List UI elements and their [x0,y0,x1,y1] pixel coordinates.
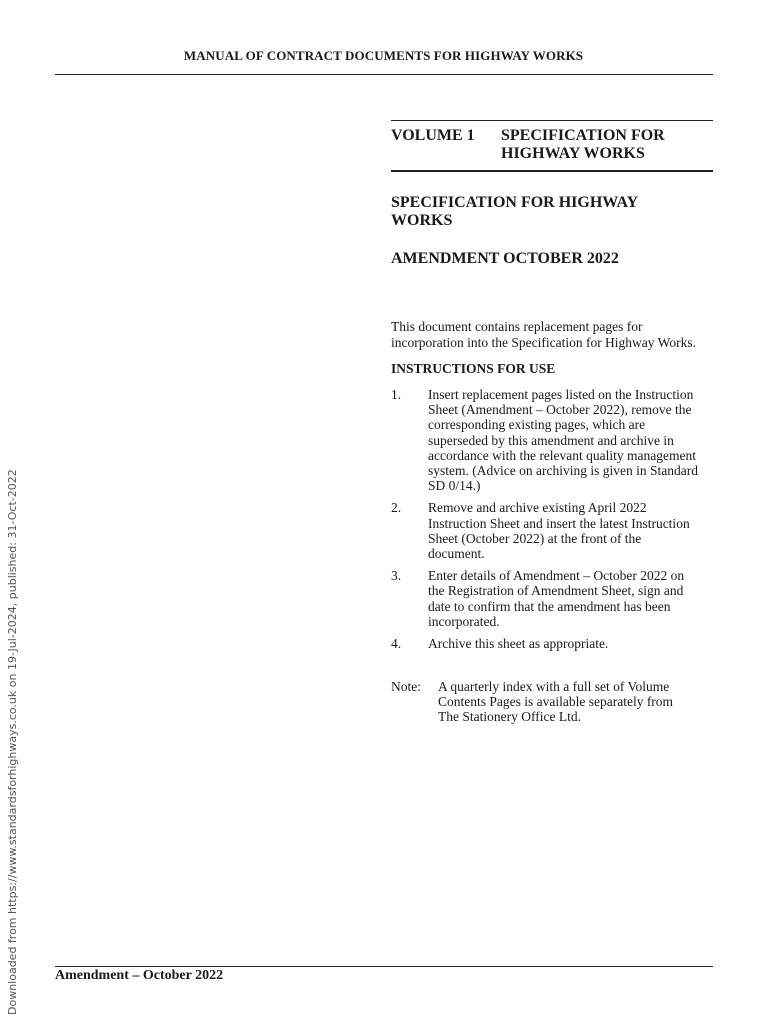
instruction-number: 1. [391,387,402,402]
note-line: The Stationery Office Ltd. [438,709,581,725]
note-block [391,679,713,725]
note-line: A quarterly index with a full set of Volume [438,679,670,694]
volume-rule-bottom [391,170,713,172]
volume-title [501,127,713,163]
instruction-line: Remove and archive existing April 2022 [428,500,647,516]
instruction-line: document. [428,546,485,562]
document-title [391,194,713,230]
instruction-line: the Registration of Amendment Sheet, sign and [428,583,684,599]
instruction-line: incorporated. [428,613,500,629]
instruction-line: Instruction Sheet and insert the latest Instruction [428,515,690,531]
instruction-line: Sheet (October 2022) at the front of the [428,530,642,546]
instruction-line: Insert replacement pages listed on the Instruction [428,387,694,402]
intro-paragraph [391,319,713,350]
instruction-item [391,500,713,561]
instruction-line: Enter details of Amendment – October 2022 on [428,568,685,584]
volume-title-line: HIGHWAY WORKS [501,145,645,162]
note-line: Contents Pages is available separately from [438,694,674,710]
instruction-line: corresponding existing pages, which are [428,417,646,433]
document-title-line: SPECIFICATION FOR HIGHWAY [391,194,639,211]
document-title-line: WORKS [391,212,453,229]
instruction-number: 4. [391,636,402,652]
instruction-number: 3. [391,568,402,584]
instruction-text [428,500,713,561]
instructions-list [391,387,713,658]
instruction-line: system. (Advice on archiving is given in Standard [428,463,698,479]
note-text [438,679,713,725]
instruction-line: Sheet (Amendment – October 2022), remove the [428,402,692,418]
volume-number: VOLUME 1 [391,127,475,144]
header-rule [55,74,713,75]
instruction-line: superseded by this amendment and archive in [428,432,674,448]
intro-line: incorporation into the Specification for Highway Works. [391,334,696,350]
instruction-text [428,568,713,629]
instruction-line: Archive this sheet as appropriate. [428,636,609,652]
instruction-line: date to confirm that the amendment has been [428,598,671,614]
instruction-item [391,568,713,629]
volume-rule-top [391,120,713,121]
instruction-line: SD 0/14.) [428,478,481,494]
note-label: Note: [391,679,421,694]
page-header: MANUAL OF CONTRACT DOCUMENTS FOR HIGHWAY WORKS [183,48,584,63]
instruction-number: 2. [391,500,402,516]
amendment-title: AMENDMENT OCTOBER 2022 [391,250,619,267]
intro-line: This document contains replacement pages for [391,319,643,334]
instruction-text [428,636,713,651]
download-stamp: Downloaded from https://www.standardsforhighways.co.uk on 19-Jul-2024, published: 31-Oct-2022 [6,469,19,1015]
volume-title-line: SPECIFICATION FOR [501,127,665,144]
instruction-item [391,387,713,493]
footer-rule [55,966,713,967]
volume-heading [391,127,713,163]
page-footer: Amendment – October 2022 [55,968,224,983]
instructions-heading: INSTRUCTIONS FOR USE [391,361,556,376]
instruction-item [391,636,713,651]
instruction-text [428,387,713,493]
instruction-line: accordance with the relevant quality management [428,447,697,463]
